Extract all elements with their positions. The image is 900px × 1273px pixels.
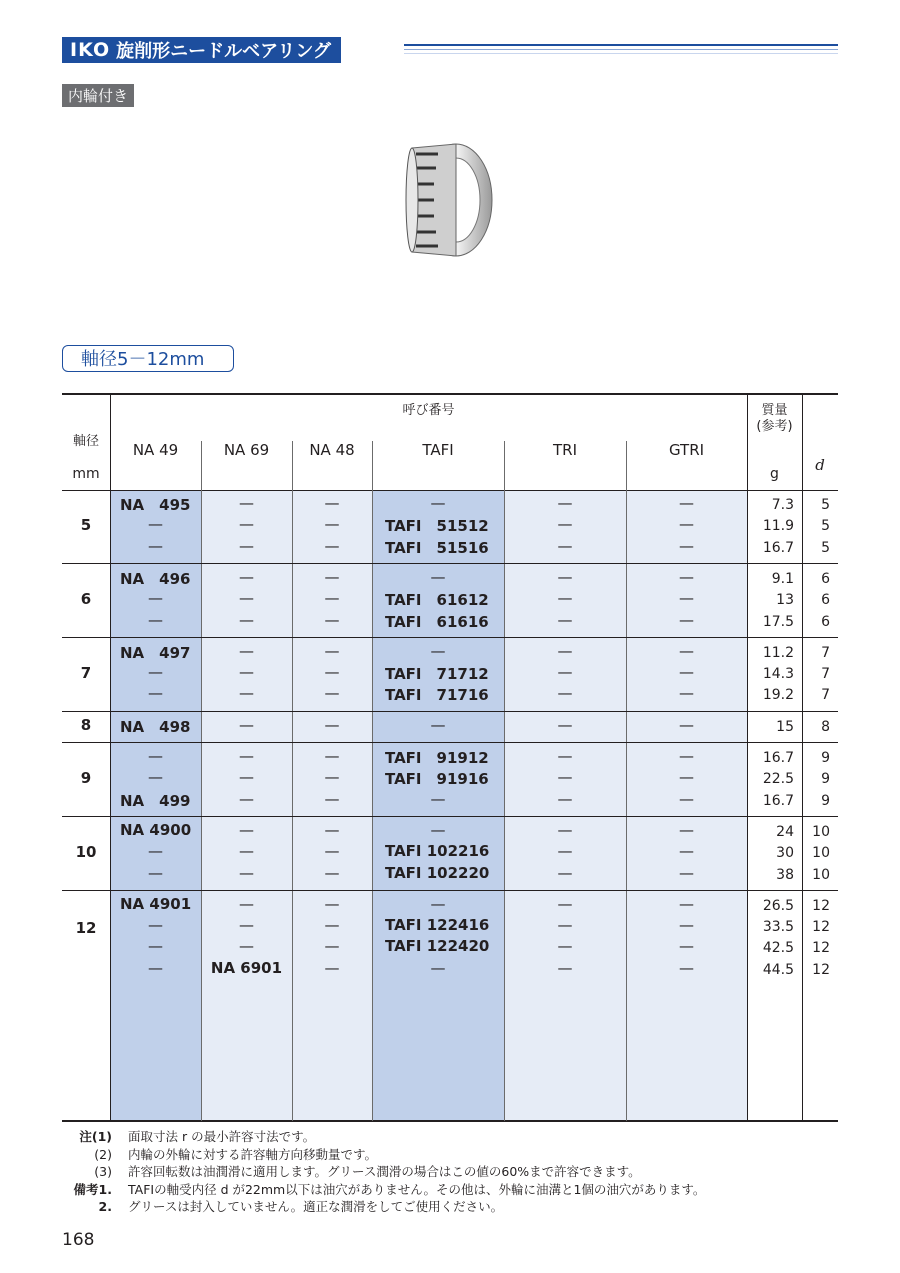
d-cell: 5 <box>821 518 830 535</box>
mass-cell: 14.3 <box>762 666 794 683</box>
col-header-0: NA 49 <box>132 441 179 459</box>
note-row <box>62 1163 705 1181</box>
empty-cell: — <box>679 567 694 586</box>
empty-cell: — <box>679 747 694 765</box>
mass-cell: 38 <box>776 866 794 883</box>
shaft-dia-header: 軸径 <box>72 434 99 449</box>
shaft-dia-cell: 9 <box>80 768 92 787</box>
empty-cell: — <box>430 894 446 913</box>
empty-cell: — <box>324 515 340 534</box>
designation-cell: TAFI 122420 <box>385 937 490 956</box>
empty-cell: — <box>324 916 340 935</box>
mass-cell: 15 <box>776 718 794 735</box>
shaft-dia-cell: 5 <box>80 515 92 534</box>
empty-cell: — <box>239 842 254 861</box>
note-row <box>62 1181 705 1199</box>
mass-cell: 44.5 <box>762 961 794 978</box>
mass-cell: 24 <box>776 823 794 840</box>
empty-cell: — <box>679 863 694 882</box>
empty-cell: — <box>148 610 163 629</box>
mass-header: 質量 <box>761 403 788 418</box>
empty-cell: — <box>148 958 163 977</box>
note-text: 内輪の外輪に対する許容軸方向移動量です。 <box>128 1146 378 1162</box>
empty-cell: — <box>239 768 254 787</box>
page-title: 旋削形ニードルベアリング <box>116 41 332 62</box>
empty-cell: — <box>239 494 254 512</box>
empty-cell: — <box>324 494 340 512</box>
bearing-table <box>62 393 838 1121</box>
empty-cell: — <box>679 589 694 608</box>
mass-cell: 26.5 <box>762 897 794 914</box>
empty-cell: — <box>557 663 573 682</box>
empty-cell: — <box>324 536 340 555</box>
mass-cell: 17.5 <box>762 613 794 630</box>
designation-cell: TAFI 71712 <box>385 665 489 684</box>
note-label: 注(1) <box>79 1129 112 1144</box>
designation-cell: TAFI 71716 <box>385 686 489 705</box>
empty-cell: — <box>239 684 254 703</box>
empty-cell: — <box>324 684 340 703</box>
empty-cell: — <box>679 536 694 555</box>
note-text: グリースは封入していません。適正な潤滑をしてご使用ください。 <box>128 1199 504 1214</box>
shaft-unit-header: mm <box>72 466 100 482</box>
d-cell: 10 <box>812 866 830 883</box>
empty-cell: — <box>557 842 573 861</box>
designation-cell: NA 496 <box>120 569 191 588</box>
group-rule <box>62 711 838 712</box>
empty-cell: — <box>239 663 254 682</box>
d-cell: 6 <box>821 592 830 609</box>
empty-cell: — <box>679 958 694 977</box>
empty-cell: — <box>430 567 446 586</box>
empty-cell: — <box>148 663 163 682</box>
empty-cell: — <box>324 747 340 765</box>
empty-cell: — <box>430 641 446 660</box>
empty-cell: — <box>324 589 340 608</box>
d-cell: 8 <box>821 718 830 735</box>
col-header-1: NA 69 <box>223 441 270 459</box>
designation-cell: NA 6901 <box>210 958 283 977</box>
empty-cell: — <box>679 515 694 534</box>
empty-cell: — <box>679 641 694 660</box>
empty-cell: — <box>148 747 163 765</box>
header-bottom-rule <box>62 490 838 491</box>
mass-cell: 30 <box>776 845 794 862</box>
empty-cell: — <box>430 789 446 808</box>
d-cell: 9 <box>821 771 830 788</box>
mass-cell: 19.2 <box>762 687 794 704</box>
mass-cell: 22.5 <box>762 771 794 788</box>
mass-unit-header: g <box>770 466 779 482</box>
d-cell: 10 <box>812 845 830 862</box>
empty-cell: — <box>557 747 573 765</box>
empty-cell: — <box>557 567 573 586</box>
d-cell: 12 <box>812 940 830 957</box>
mass-cell: 13 <box>776 592 794 609</box>
d-cell: 6 <box>821 613 830 630</box>
empty-cell: — <box>557 515 573 534</box>
page-number: 168 <box>62 1230 95 1250</box>
empty-cell: — <box>324 820 340 839</box>
empty-cell: — <box>239 589 254 608</box>
empty-cell: — <box>557 863 573 882</box>
col-header-4: TRI <box>552 441 577 459</box>
empty-cell: — <box>324 937 340 956</box>
mass-cell: 11.9 <box>762 518 794 535</box>
designation-cell: NA 497 <box>120 643 191 662</box>
empty-cell: — <box>679 820 694 839</box>
empty-cell: — <box>557 684 573 703</box>
d-cell: 12 <box>812 919 830 936</box>
mass-cell: 16.7 <box>762 539 794 556</box>
column-rule <box>372 441 373 1121</box>
d-cell: 7 <box>821 687 830 704</box>
empty-cell: — <box>148 589 163 608</box>
note-text: 面取寸法 r の最小許容寸法です。 <box>128 1129 316 1144</box>
empty-cell: — <box>679 937 694 956</box>
empty-cell: — <box>557 715 573 734</box>
table-bottom-rule <box>62 1120 838 1122</box>
empty-cell: — <box>557 768 573 787</box>
empty-cell: — <box>148 536 163 555</box>
group-rule <box>62 563 838 564</box>
notes <box>62 1128 705 1216</box>
header-rule <box>404 44 838 46</box>
mass-cell: 33.5 <box>762 919 794 936</box>
empty-cell: — <box>239 641 254 660</box>
d-cell: 7 <box>821 644 830 661</box>
shaft-dia-cell: 6 <box>80 589 92 608</box>
empty-cell: — <box>324 842 340 861</box>
empty-cell: — <box>148 863 163 882</box>
empty-cell: — <box>557 894 573 913</box>
empty-cell: — <box>324 567 340 586</box>
brand-logo: IKO <box>70 39 111 61</box>
empty-cell: — <box>430 715 446 734</box>
shaft-dia-cell: 12 <box>75 918 97 937</box>
empty-cell: — <box>557 958 573 977</box>
d-cell: 7 <box>821 666 830 683</box>
empty-cell: — <box>148 684 163 703</box>
empty-cell: — <box>239 715 254 734</box>
d-cell: 5 <box>821 497 830 513</box>
mass-cell: 7.3 <box>771 497 794 513</box>
d-cell: 9 <box>821 750 830 766</box>
empty-cell: — <box>557 820 573 839</box>
empty-cell: — <box>324 641 340 660</box>
designation-cell: NA 498 <box>120 717 191 736</box>
empty-cell: — <box>679 789 694 808</box>
header-rule-3 <box>404 53 838 54</box>
designation-cell: TAFI 102220 <box>385 863 490 882</box>
mass-cell: 9.1 <box>771 570 794 587</box>
designation-cell: NA 4901 <box>120 894 192 913</box>
group-rule <box>62 637 838 638</box>
empty-cell: — <box>679 768 694 787</box>
empty-cell: — <box>324 610 340 629</box>
shaft-dia-cell: 7 <box>80 663 92 682</box>
empty-cell: — <box>557 610 573 629</box>
empty-cell: — <box>557 789 573 808</box>
note-label: 備考1. <box>73 1181 112 1197</box>
empty-cell: — <box>679 610 694 629</box>
empty-cell: — <box>239 536 254 555</box>
d-cell: 6 <box>821 570 830 587</box>
empty-cell: — <box>324 789 340 808</box>
note-label: 2. <box>98 1199 112 1214</box>
mass-cell: 16.7 <box>762 792 794 809</box>
empty-cell: — <box>679 494 694 512</box>
empty-cell: — <box>239 789 254 808</box>
d-cell: 5 <box>821 539 830 556</box>
empty-cell: — <box>239 916 254 935</box>
group-rule <box>62 890 838 891</box>
empty-cell: — <box>148 842 163 861</box>
empty-cell: — <box>324 863 340 882</box>
d-cell: 12 <box>812 961 830 978</box>
col-header-2: NA 48 <box>309 441 355 459</box>
empty-cell: — <box>430 494 446 512</box>
d-cell: 12 <box>812 897 830 914</box>
section-tag: 内輪付き <box>62 84 134 107</box>
note-label: (2) <box>94 1146 112 1162</box>
note-row <box>62 1198 705 1216</box>
page-header <box>62 37 341 63</box>
empty-cell: — <box>430 958 446 977</box>
empty-cell: — <box>557 916 573 935</box>
note-text: TAFIの軸受内径 d が22mm以下は油穴がありません。その他は、外輪に油溝と1個の油穴があります。 <box>128 1181 706 1197</box>
empty-cell: — <box>324 894 340 913</box>
designation-cell: TAFI 102216 <box>385 842 490 861</box>
empty-cell: — <box>324 715 340 734</box>
empty-cell: — <box>679 894 694 913</box>
empty-cell: — <box>148 515 163 534</box>
table-top-rule <box>62 393 838 395</box>
mass-cell: 11.2 <box>762 644 794 661</box>
empty-cell: — <box>679 715 694 734</box>
group-rule <box>62 816 838 817</box>
empty-cell: — <box>239 937 254 956</box>
empty-cell: — <box>239 747 254 765</box>
designation-cell: TAFI 122416 <box>385 916 490 935</box>
note-text: 許容回転数は油潤滑に適用します。グリース潤滑の場合はこの値の60%まで許容できます。 <box>128 1164 641 1179</box>
empty-cell: — <box>239 610 254 629</box>
bearing-image <box>398 138 494 260</box>
empty-cell: — <box>324 958 340 977</box>
designation-cell: TAFI 91916 <box>385 770 489 789</box>
designation-cell: TAFI 91912 <box>385 749 489 767</box>
empty-cell: — <box>324 663 340 682</box>
designation-cell: NA 499 <box>120 791 191 810</box>
designation-cell: TAFI 61616 <box>385 612 489 631</box>
empty-cell: — <box>557 641 573 660</box>
d-cell: 9 <box>821 792 830 809</box>
header-rule-2 <box>404 49 838 50</box>
designation-cell: TAFI 51516 <box>385 538 489 557</box>
mass-cell: 16.7 <box>762 750 794 766</box>
shaft-range-label: 軸径5－12mm <box>62 345 234 372</box>
empty-cell: — <box>239 820 254 839</box>
designation-cell: NA 495 <box>120 496 191 514</box>
empty-cell: — <box>557 494 573 512</box>
empty-cell: — <box>148 768 163 787</box>
empty-cell: — <box>679 684 694 703</box>
d-header: d <box>815 456 825 474</box>
empty-cell: — <box>679 663 694 682</box>
mass-cell: 42.5 <box>762 940 794 957</box>
col-header-3: TAFI <box>422 441 454 459</box>
designation-cell: TAFI 61612 <box>385 591 489 610</box>
note-label: (3) <box>94 1164 112 1179</box>
empty-cell: — <box>239 863 254 882</box>
col-header-5: GTRI <box>668 441 705 459</box>
empty-cell: — <box>557 536 573 555</box>
empty-cell: — <box>557 937 573 956</box>
shaft-dia-cell: 8 <box>80 716 92 735</box>
group-rule <box>62 742 838 743</box>
d-cell: 10 <box>812 823 830 840</box>
note-row <box>62 1146 705 1164</box>
empty-cell: — <box>557 589 573 608</box>
empty-cell: — <box>239 515 254 534</box>
empty-cell: — <box>148 916 163 935</box>
mass-ref-header: (参考) <box>756 419 793 434</box>
note-row <box>62 1128 705 1146</box>
empty-cell: — <box>239 567 254 586</box>
designation-header: 呼び番号 <box>402 403 455 418</box>
designation-cell: NA 4900 <box>120 820 192 839</box>
empty-cell: — <box>679 916 694 935</box>
empty-cell: — <box>239 894 254 913</box>
empty-cell: — <box>430 820 446 839</box>
shaft-dia-cell: 10 <box>75 842 97 861</box>
empty-cell: — <box>679 842 694 861</box>
designation-cell: TAFI 51512 <box>385 517 489 536</box>
empty-cell: — <box>324 768 340 787</box>
empty-cell: — <box>148 937 163 956</box>
